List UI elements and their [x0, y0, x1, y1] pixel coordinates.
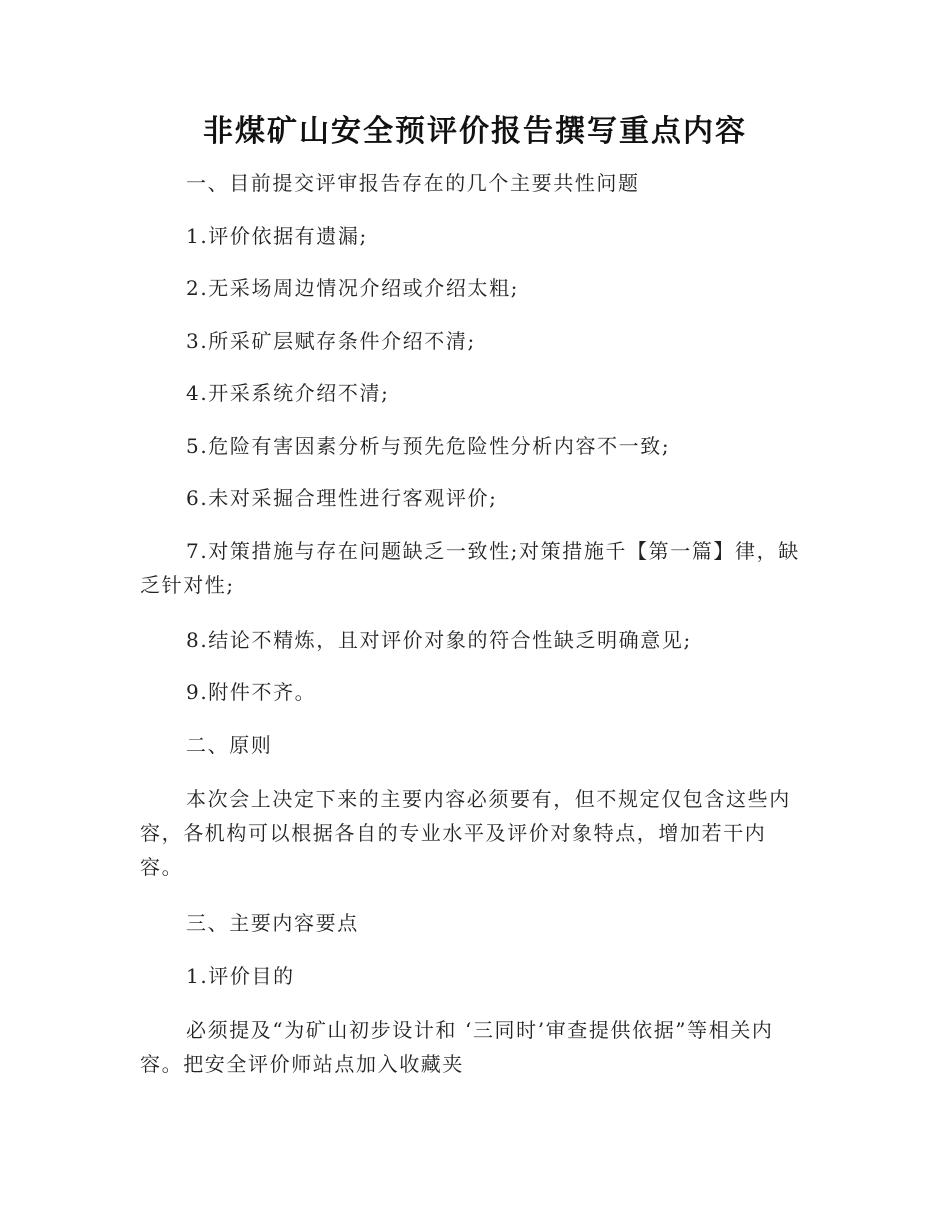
list-item-6: 6.未对采掘合理性进行客观评价;	[186, 486, 498, 510]
list-item-1: 1.评价依据有遗漏;	[186, 224, 368, 248]
section-heading-key-points: 三、主要内容要点	[186, 911, 359, 935]
section-heading-principles: 二、原则	[186, 733, 273, 757]
key-point-1-paragraph: 必须提及“为矿山初步设计和 ‘三同时’审查提供依据”等相关内容。把安全评价师站点加入收藏夹	[140, 1018, 774, 1076]
list-item-2: 2.无采场周边情况介绍或介绍太粗;	[186, 276, 520, 300]
section-heading-common-problems: 一、目前提交评审报告存在的几个主要共性问题	[186, 171, 640, 195]
list-item-4: 4.开采系统介绍不清;	[186, 381, 390, 405]
list-item-3: 3.所采矿层赋存条件介绍不清;	[186, 329, 476, 353]
list-item-9: 9.附件不齐。	[186, 680, 317, 704]
key-point-1-heading: 1.评价目的	[186, 964, 295, 988]
list-item-8: 8.结论不精炼，且对评价对象的符合性缺乏明确意见;	[186, 628, 692, 652]
list-item-5: 5.危险有害因素分析与预先危险性分析内容不一致;	[186, 434, 671, 458]
list-item-7: 7.对策措施与存在问题缺乏一致性;对策措施千【第一篇】律，缺乏针对性;	[140, 539, 800, 597]
document-title: 非煤矿山安全预评价报告撰写重点内容	[203, 114, 747, 149]
principles-paragraph: 本次会上决定下来的主要内容必须要有，但不规定仅包含这些内容，各机构可以根据各自的专业水平及评价对象特点，增加若干内容。	[140, 787, 791, 879]
